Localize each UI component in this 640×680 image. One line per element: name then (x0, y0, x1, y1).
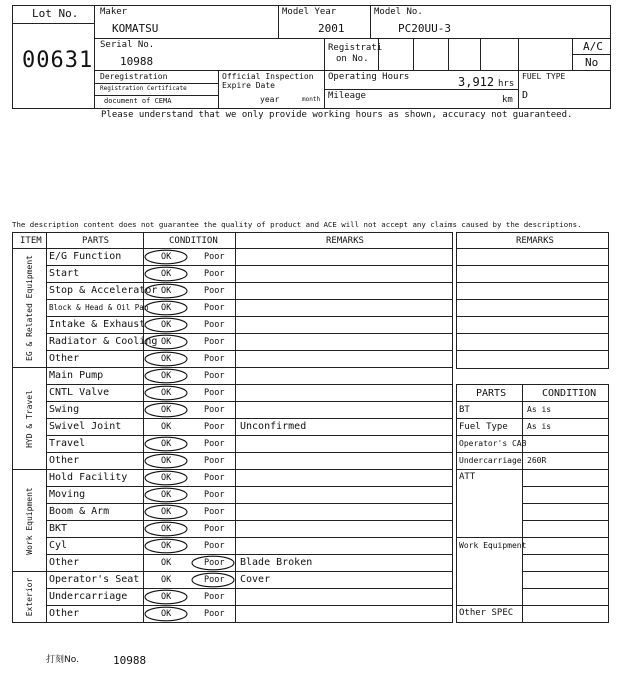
maker-label: Maker (100, 7, 128, 17)
condition-ok: OK (161, 574, 172, 585)
hours-note: Please understand that we only provide working hours as shown, accuracy not guaranteed. (101, 110, 573, 120)
maker-value: KOMATSU (112, 22, 159, 35)
part-label: Block & Head & Oil Pan (49, 303, 149, 312)
att-label: ATT (459, 472, 476, 482)
part-label: Swing (49, 403, 80, 415)
fuel-type-value: D (522, 90, 529, 101)
model-no-label: Model No. (374, 7, 423, 17)
km-label: km (502, 95, 513, 105)
side-condition-header: CONDITION (542, 388, 597, 399)
registration-label-2: on No. (336, 54, 369, 64)
condition-poor: Poor (204, 557, 225, 568)
ac-value: No (585, 56, 599, 69)
lot-label: Lot No. (32, 7, 79, 20)
part-label: Moving (49, 488, 86, 500)
remark-text: Cover (240, 573, 271, 585)
stamp-label: 打刻No. (46, 655, 79, 665)
condition-ok: OK (161, 353, 172, 364)
part-label: CNTL Valve (49, 386, 110, 398)
condition-poor: Poor (204, 319, 225, 330)
side-row-condition: As is (527, 405, 552, 414)
hrs-label: hrs (498, 79, 515, 89)
condition-poor: Poor (204, 336, 225, 347)
side-row-part: Fuel Type (459, 422, 508, 432)
item-header: ITEM (20, 236, 42, 246)
condition-ok: OK (161, 302, 172, 313)
registration-certificate-label: Registration Certificate (100, 85, 187, 92)
condition-ok: OK (161, 370, 172, 381)
mileage-label: Mileage (328, 91, 366, 101)
condition-ok: OK (161, 421, 172, 432)
group-label: Exterior (24, 577, 34, 617)
condition-ok: OK (161, 472, 172, 483)
part-label: Other (49, 454, 80, 466)
model-year-label: Model Year (282, 7, 337, 17)
model-no-value: PC20UU-3 (398, 22, 451, 35)
document-cema-label: document of CEMA (104, 97, 172, 105)
condition-ok: OK (161, 489, 172, 500)
side-row-part: Undercarriage (459, 456, 522, 465)
condition-ok: OK (161, 251, 172, 262)
condition-ok: OK (161, 387, 172, 398)
condition-poor: Poor (204, 370, 225, 381)
lot-number: 00631 (22, 48, 94, 73)
part-label: Boom & Arm (49, 505, 110, 517)
condition-ok: OK (161, 319, 172, 330)
condition-ok: OK (161, 404, 172, 415)
condition-ok: OK (161, 438, 172, 449)
disclaimer-text: The description content does not guarantee the quality of product and ACE will not accept any claims caused by the descriptions. (12, 220, 582, 229)
part-label: Travel (49, 437, 86, 449)
condition-ok: OK (161, 455, 172, 466)
serial-value: 10988 (120, 55, 154, 68)
condition-poor: Poor (204, 523, 225, 534)
condition-poor: Poor (204, 285, 225, 296)
remarks-header: REMARKS (326, 236, 364, 246)
condition-poor: Poor (204, 251, 225, 262)
model-year-value: 2001 (318, 22, 345, 35)
part-label: Cyl (49, 539, 68, 551)
condition-ok: OK (161, 540, 172, 551)
condition-poor: Poor (204, 489, 225, 500)
condition-ok: OK (161, 608, 172, 619)
side-parts-header: PARTS (476, 388, 507, 399)
condition-poor: Poor (204, 302, 225, 313)
condition-poor: Poor (204, 574, 225, 585)
part-label: Main Pump (49, 369, 104, 381)
condition-header: CONDITION (169, 236, 218, 246)
condition-ok: OK (161, 336, 172, 347)
side-row-condition: 260R (527, 456, 547, 465)
group-label: EG & Related Equipment (24, 255, 34, 361)
part-label: Operator's Seat (49, 573, 140, 585)
stamp-value: 10988 (113, 654, 147, 667)
ac-label: A/C (583, 40, 603, 53)
condition-ok: OK (161, 523, 172, 534)
month-label: month (302, 96, 321, 103)
condition-ok: OK (161, 506, 172, 517)
serial-label: Serial No. (100, 40, 155, 50)
group-label: Work Equipment (24, 486, 34, 555)
parts-header: PARTS (82, 236, 110, 246)
side-row-part: Operator's CAB (459, 439, 527, 448)
condition-poor: Poor (204, 455, 225, 466)
part-label: E/G Function (49, 250, 122, 262)
remark-text: Unconfirmed (240, 420, 307, 432)
condition-ok: OK (161, 285, 172, 296)
registration-label-1: Registrati (328, 43, 383, 53)
part-label: Radiator & Cooling (49, 335, 158, 347)
condition-poor: Poor (204, 438, 225, 449)
operating-hours-value: 3,912 (458, 75, 495, 89)
condition-poor: Poor (204, 353, 225, 364)
condition-poor: Poor (204, 591, 225, 602)
condition-poor: Poor (204, 421, 225, 432)
group-label: HYD & Travel (24, 389, 34, 448)
inspection-label-2: Expire Date (222, 81, 275, 90)
side-row-part: BT (459, 405, 470, 415)
side-remarks-header: REMARKS (516, 236, 554, 246)
work-equipment-label: Work Equipment (459, 541, 527, 550)
condition-poor: Poor (204, 506, 225, 517)
part-label: Stop & Accelerator (49, 284, 158, 296)
part-label: Start (49, 267, 80, 279)
inspection-label-1: Official Inspection (222, 72, 314, 81)
condition-poor: Poor (204, 387, 225, 398)
part-label: Undercarriage (49, 590, 128, 602)
part-label: Hold Facility (49, 471, 128, 483)
fuel-type-label: FUEL TYPE (522, 72, 566, 81)
year-label: year (260, 95, 280, 104)
part-label: Other (49, 352, 80, 364)
operating-hours-label: Operating Hours (328, 72, 410, 82)
condition-poor: Poor (204, 404, 225, 415)
condition-ok: OK (161, 268, 172, 279)
condition-poor: Poor (204, 472, 225, 483)
part-label: Swivel Joint (49, 420, 122, 432)
condition-ok: OK (161, 591, 172, 602)
condition-poor: Poor (204, 608, 225, 619)
other-spec-label: Other SPEC (459, 608, 514, 618)
condition-ok: OK (161, 557, 172, 568)
condition-poor: Poor (204, 540, 225, 551)
part-label: BKT (49, 522, 68, 534)
condition-poor: Poor (204, 268, 225, 279)
deregistration-label: Deregistration (100, 72, 168, 81)
part-label: Intake & Exhaust (49, 318, 146, 330)
part-label: Other (49, 607, 80, 619)
side-row-condition: As is (527, 422, 552, 431)
remark-text: Blade Broken (240, 556, 313, 568)
part-label: Other (49, 556, 80, 568)
